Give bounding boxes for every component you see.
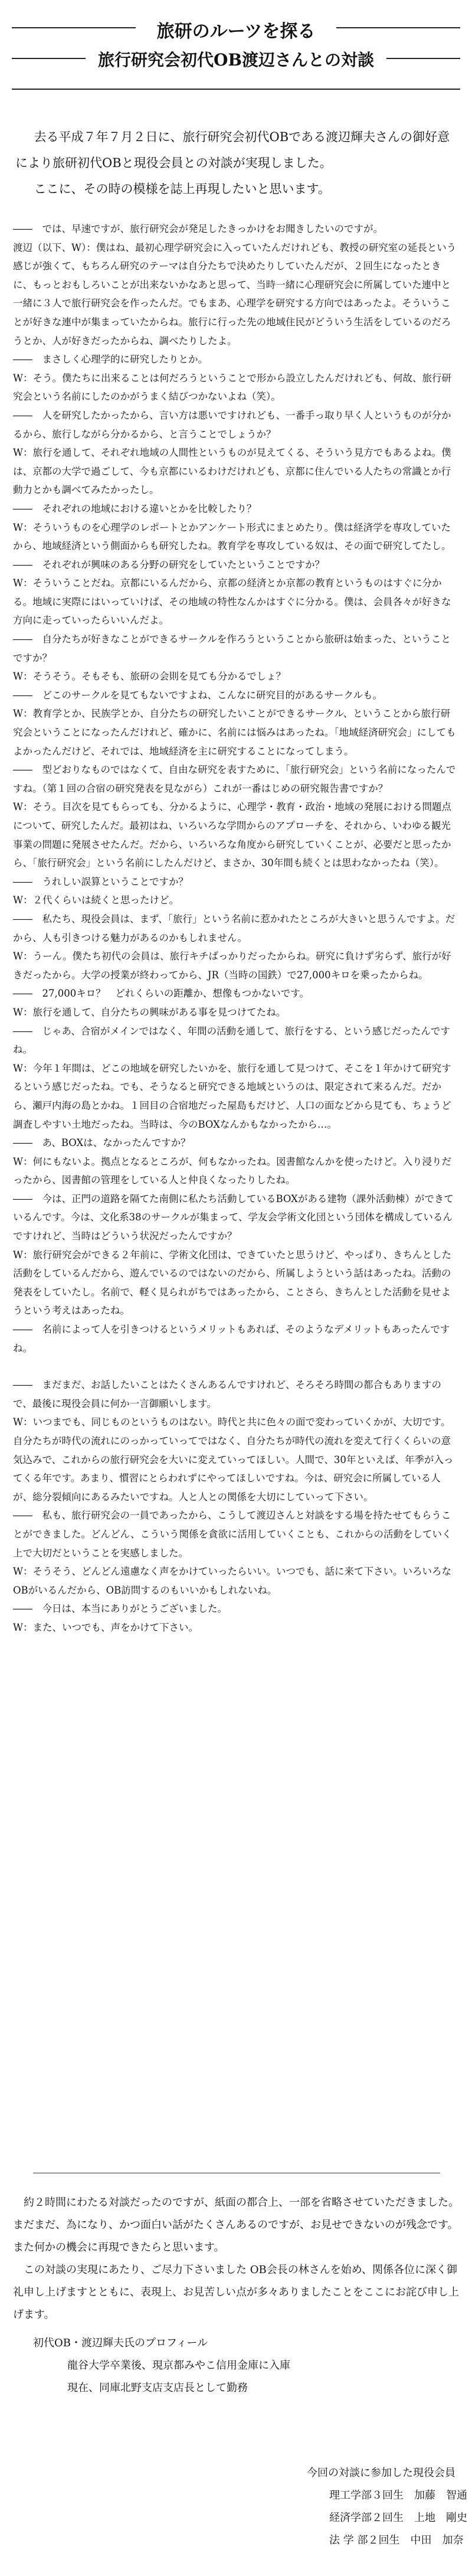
intro-section — [15, 124, 458, 202]
dialogue-line: ―― 自分たちが好きなことができるサークルを作ろうということから旅研は始まった、ということですか？ — [13, 634, 451, 664]
dialogue-line: W：旅行を通して、それぞれ地域の人間性というものが見えてくる、そういう見方でもあるよね。僕は、京都の大学で過ごして、今も京都にいるわけだけれども、京都に住んでいる人たちの常識とか行動力とかも調べてみたかったし。 — [13, 447, 451, 496]
dialogue-line: ―― 人を研究したかったから、言い方は悪いですけれども、一番手っ取り早く人というものが分かるから、旅行しながら分かるから、と言うことでしょうか？ — [13, 409, 451, 440]
dialogue-line: ―― 名前によって人を引きつけるというメリットもあれば、そのようなデメリットもあったんですね。 — [13, 1324, 450, 1354]
dialogue-line: ―― 今は、正門の道路を隔てた南側に私たち活動しているBOXがある建物（課外活動棟）ができているんです。今は、文化系38のサークルが集まって、学友会学術文化団という団体を構成しているんですけれど、当時はどういう状況だったんですか？ — [13, 1193, 454, 1242]
article-title: 旅研のルーツを探る — [136, 17, 336, 43]
intro-paragraph: ここに、その時の模様を誌上再現したいと思います。 — [34, 182, 330, 196]
dialogue-line: ―― それぞれの地域における違いとかを比較したり？ — [13, 502, 257, 514]
article-header — [0, 17, 472, 105]
profile-line: 龍谷大学卒業後、現京都みやこ信用金庫に入庫 — [67, 2359, 290, 2372]
dialogue-line: W：そうそう。そもそも、旅研の会則を見ても分かるでしょ？ — [13, 671, 286, 683]
dialogue-line: ―― まさしく心理学的に研究したりとか。 — [13, 354, 208, 365]
closing-section — [13, 2192, 459, 2326]
dialogue-line: ―― どこのサークルを見てもないですよね、こんなに研究目的があるサークルも。 — [13, 689, 383, 701]
dialogue-section — [13, 220, 459, 1637]
dialogue-line: 渡辺（以下、W）：僕はね、最初心理学研究会に入っていたんだけれども、教授の研究室の延長という感じが強くて、もちろん研究のテーマは自分たちで決めたりしていたんだが、２回生になったときに、もっとおもしろいことが出来ないかなあと思って、当時一緒に心理研究会に所属していた連中と一緒に３人で旅行研究会を作ったんだ。でもまあ、心理学を研究する方向ではあったよ。そういうことが好きな連中が集まっていたからね。旅行に行った先の地域住民がどういう生活をしているのだろうとか、人が好きだったからね、調べたりしたよ。 — [13, 241, 457, 347]
dialogue-line: ―― 私たち、現役会員は、まず、「旅行」という名前に惹かれたところが大きいと思うんですよ。だから、人も引きつける魅力があるのかもしれません。 — [13, 913, 455, 943]
dialogue-line: ―― 27,000キロ？ どれくらいの距離か、想像もつかないです。 — [13, 988, 309, 1000]
closing-paragraph: 約２時間にわたる対談だったのですが、紙面の都合上、一部を省略させていただきました。まだまだ、為になり、かつ面白い話がたくさんあるのですが、お見せできないのが残念です。また何かの機会に再現できたらと思います。 — [13, 2196, 459, 2254]
participant-member: 法 学 部２回生 中田 加奈 — [329, 2534, 464, 2546]
dialogue-line: W：旅行研究会ができる２年前に、学術文化団は、できていたと思うけど、やっぱり、きちんとした活動をしているんだから、遊んでいるのではないのだから、所属しようという話はあったね。活動の発表をしていたし。名前で、軽く見られがちではあったから、ことさら、きちんとした活動を見せようという考えはあったね。 — [13, 1249, 451, 1317]
participant-member: 経済学部２回生 上地 剛史 — [329, 2512, 467, 2524]
participants-block — [307, 2462, 467, 2552]
intro-paragraph: 去る平成７年７月２日に、旅行研究会初代OBである渡辺輝夫さんの御好意により旅研初代OBと現役会員との対談が実現しました。 — [15, 130, 450, 170]
dialogue-line: W：また、いつでも、声をかけて下さい。 — [13, 1621, 198, 1633]
dialogue-line: ―― 型どおりなものではなくて、自由な研究を表すために、「旅行研究会」という名前になったんですね。（第１回の合宿の研究発表を見ながら）これが一番はじめの研究報告書ですか？ — [13, 764, 456, 794]
participant-member: 理工学部３回生 加藤 智通 — [329, 2489, 467, 2502]
closing-paragraph: この対談の実現にあたり、ご尽力下さいました OB会長の林さんを始め、関係各位に深く御礼申し上げますとともに、表現上、お見苦しい点が多々ありましたことをここにお詫び申し上げます。 — [13, 2264, 459, 2321]
header-rule-bottom — [12, 89, 460, 90]
dialogue-line: W：そう。目次を見てもらっても、分かるように、心理学・教育・政治・地域の発展における問題点について、研究したんだ。最初はね、いろいろな学問からのアプローチを、それから、いわゆる観光事業の問題に発展させたんだ。だから、いろいろな角度から研究していくことが、必要だと思ったから、「旅行研究会」という名前にしたんだけど、まさか、30年間も続くとは思わなかったね（笑）。 — [13, 801, 451, 869]
dialogue-line: ―― まだまだ、お話したいことはたくさんあるんですけれど、そろそろ時間の都合もありますので、最後に現役会員に何か一言御願いします。 — [13, 1379, 441, 1409]
dialogue-line: W：そういうものを心理学のレポートとかアンケート形式にまとめたり。僕は経済学を専攻していたから、地域経済という側面からも研究したね。教育学を専攻している奴は、その面で研究してたし。 — [13, 521, 451, 552]
dialogue-spacer — [13, 1357, 459, 1376]
dialogue-line: W：いつまでも、同じものというものはない。時代と共に色々の面で変わっていくかが、大切です。自分たちが時代の流れにのっかっていってではなく、自分たちが時代の流れを変えて行くくらいの意気込みで、これからの旅行研究会を大いに変えていってほしい。人間で、30年といえば、年季が入ってくる年です。あまり、慣習にとらわれずにやってほしいですね。今は、研究会に所属している人が、総分裂傾向にあるみたいですね。人と人との関係を大切にしていって下さい。 — [13, 1416, 454, 1503]
dialogue-line: ―― あ、BOXは、なかったんですか？ — [13, 1137, 191, 1149]
dialogue-line: ―― では、早速ですが、旅行研究会が発足したきっかけをお聞きしたいのですが。 — [13, 223, 383, 234]
dialogue-line: ―― うれしい誤算ということですか？ — [13, 876, 188, 887]
profile-block — [33, 2332, 290, 2399]
dialogue-line: ―― 私も、旅行研究会の一員であったから、こうして渡辺さんと対談をする場を持たせてもらうことができました。どんどん、こういう関係を貪欲に活用していくことも、これからの活動をしていく上で大切だということを実感しました。 — [13, 1510, 452, 1559]
dialogue-line: W：何にもないよ。拠点となるところが、何もなかったね。図書館なんかを使ったけど。入り浸りだったから、図書館の管理をしている人と仲良くなったりしたね。 — [13, 1155, 451, 1186]
participants-heading: 今回の対談に参加した現役会員 — [307, 2467, 455, 2479]
dialogue-line: ―― 今日は、本当にありがとうございました。 — [13, 1603, 227, 1615]
dialogue-line: W：そう。僕たちに出来ることは何だろうということで形から設立したんだけれども、何故、旅行研究会という名前にしたのかがうまく結びつかないよね（笑）。 — [13, 372, 451, 403]
dialogue-line: W：２代くらいは続くと思ったけど。 — [13, 894, 179, 906]
dialogue-line: W：そうそう、どんどん遠慮なく声をかけていったらいい。いつでも、話に来て下さい。いろいろなOBがいるんだから、OB訪問するのもいいかもしれないね。 — [13, 1566, 451, 1596]
dialogue-line: W：旅行を通して、自分たちの興味がある事を見つけてたね。 — [13, 1006, 286, 1018]
profile-heading: 初代OB・渡辺輝夫氏のプロフィール — [33, 2337, 208, 2349]
dialogue-line: ―― じゃあ、合宿がメインではなく、年間の活動を通して、旅行をする、という感じだったんですね。 — [13, 1025, 450, 1056]
dialogue-line: W：そういうことだね。京都にいるんだから、京都の経済とか京都の教育というものはすぐに分かる。地域に実際にはいっていけば、その地域の特性なんかはすぐに分かる。僕は、会員各々が好きな方向に走っていったらいいんだよ。 — [13, 577, 451, 626]
dialogue-line: W：うーん。僕たち初代の会員は、旅行キチばっかりだったからね。研究に負けず劣らず、旅行が好きだったから。大学の授業が終わってから、JR（当時の国鉄）で27,000キロを乗ったからね。 — [13, 951, 451, 981]
dialogue-line: W：教育学とか、民族学とか、自分たちの研究したいことができるサークル、ということから旅行研究会ということになったんだけれど、確かに、名前には悩みはあったね。「地域経済研究会」にしてもよかったんだけど、それでは、地域経済を主に研究することになってしまう。 — [13, 708, 456, 757]
dialogue-line: W：今年１年間は、どこの地域を研究したいかを、旅行を通して見つけて、そこを１年かけて研究するという感じだったね。でも、そうなると研究できる地域というのは、限定されて来るんだ。だから、瀬戸内海の島とかね。１回目の合宿地だった屋島もだけど、人口の面などから見ても、ちょうど調査しやすい土地だったね。当時は、今のBOXなんかもなかったから…。 — [13, 1062, 451, 1130]
profile-line: 現在、同庫北野支店支店長として勤務 — [67, 2382, 248, 2394]
dialogue-line: ―― それぞれが興味のある分野の研究をしていたということですか？ — [13, 559, 324, 570]
article-subtitle: 旅行研究会初代OB渡辺さんとの対談 — [86, 47, 386, 71]
